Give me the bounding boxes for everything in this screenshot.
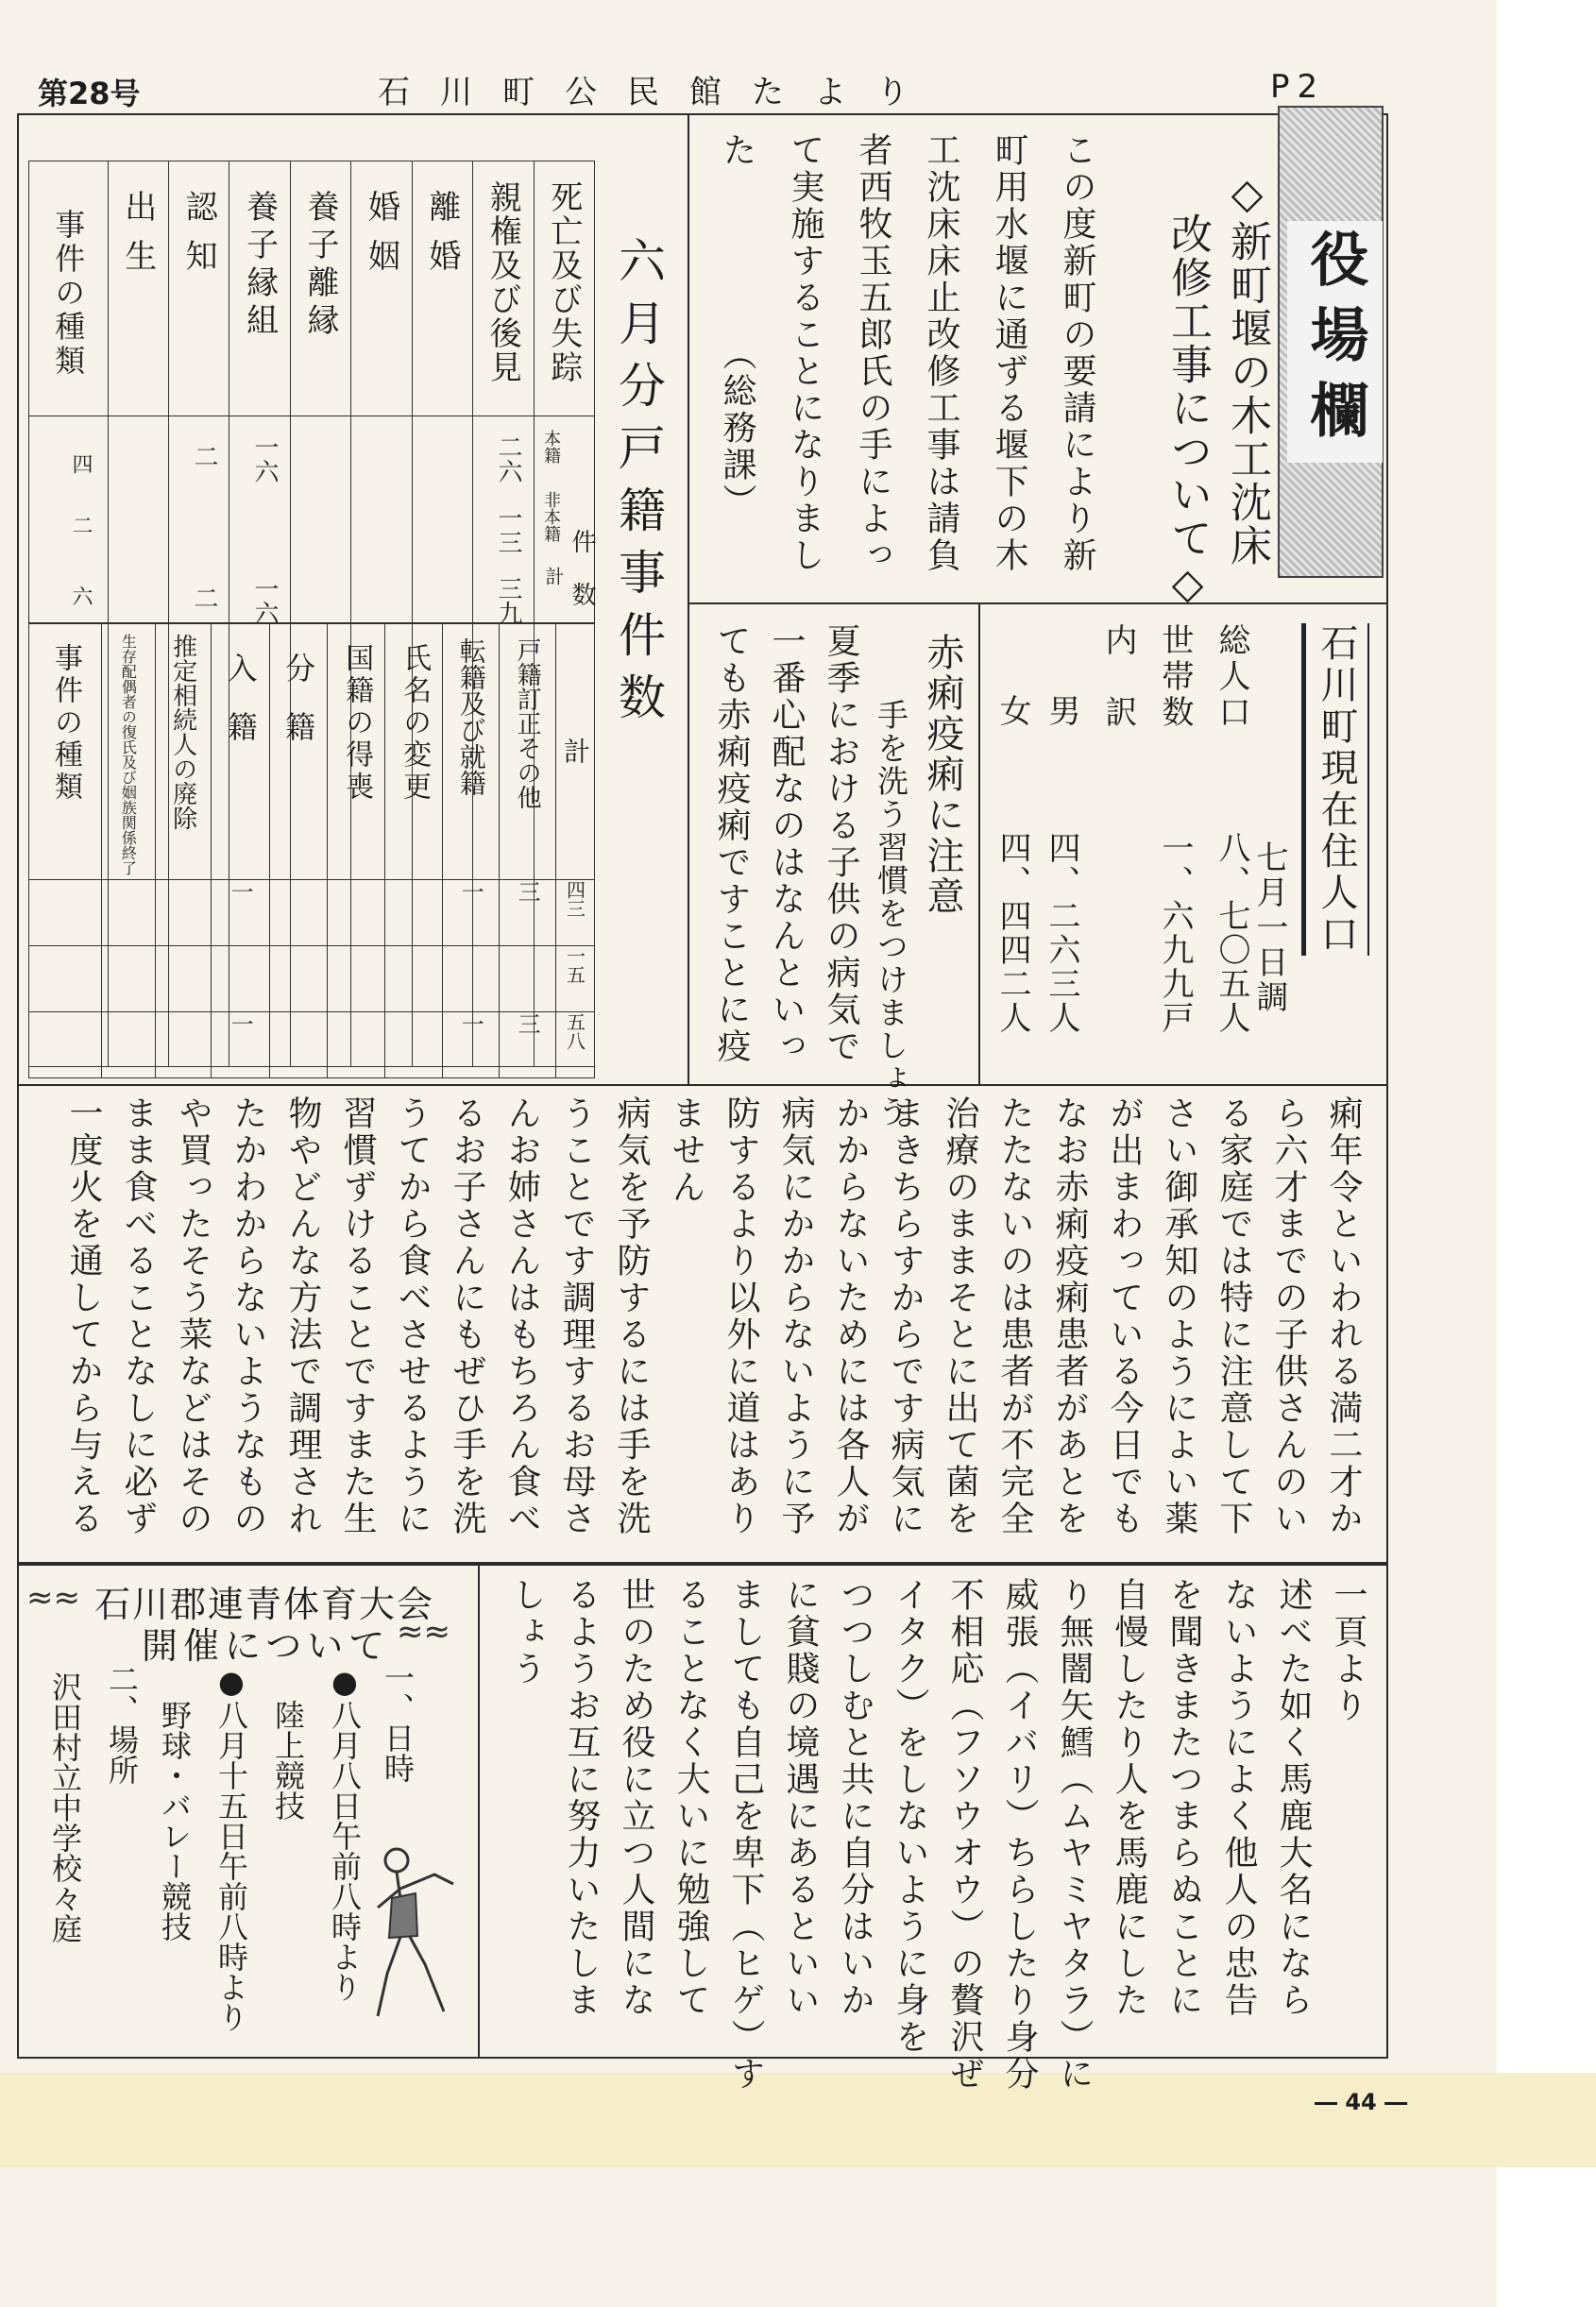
birth-honseki: 二六 bbox=[494, 434, 522, 483]
article-line-15: るようお互に努力いたしま bbox=[562, 1577, 601, 2019]
page-number: ― 44 ― bbox=[1315, 2089, 1408, 2115]
right-row-total: 計 bbox=[555, 624, 594, 880]
cont-line-16: んお姉さんはもちろん食べ bbox=[502, 1095, 541, 1537]
article-line-7: 威張（イバリ）ちらしたり身分 bbox=[1000, 1577, 1039, 2093]
article-line-4: を聞きまたつまらぬことに bbox=[1164, 1577, 1203, 2019]
newsletter-title: 石川町公民館たより bbox=[378, 74, 939, 111]
population-title: 石川町現在住人口 bbox=[1301, 623, 1369, 956]
runner-illustration bbox=[359, 1832, 463, 2030]
page-header bbox=[38, 64, 1341, 111]
article-line-11: に貧賤の境遇にあるといい bbox=[781, 1577, 820, 2019]
cont-line-13: ません bbox=[667, 1095, 705, 1206]
divorce-honseki: 二 bbox=[190, 444, 218, 468]
death-honseki: 四 bbox=[69, 453, 93, 474]
right-row-2: 推定相続人の廃除 bbox=[155, 624, 212, 880]
sports-line-5: 野球・バレー競技 bbox=[157, 1700, 193, 1942]
sports-line-4: ●八月十五日午前八時より bbox=[213, 1664, 249, 2032]
death-hihonseki: 二 bbox=[69, 515, 93, 535]
sports-line-2: ●八月八日午前八時より bbox=[327, 1664, 363, 2002]
left-row-3: 養子縁組 bbox=[229, 161, 290, 1067]
sports-line-6: 二、場所 bbox=[104, 1664, 140, 1785]
article-line-12: ましても自己を卑下（ヒゲ）す bbox=[726, 1577, 765, 2093]
left-row-6: 離婚 bbox=[412, 161, 472, 1067]
yakuba-line-3: 工沈床床止改修工事は請負 bbox=[922, 132, 960, 574]
yakuba-line-1: この度新町の要請により新 bbox=[1058, 132, 1096, 574]
cont-line-8: 治療のままそとに出て菌を bbox=[941, 1095, 979, 1537]
wave-ornament-left: ≈≈ bbox=[26, 1579, 80, 1617]
cont-line-9: まきちらすからです病気に bbox=[886, 1095, 925, 1537]
yakuba-article-title-2: 改修工事について◇ bbox=[1163, 212, 1212, 610]
population-total-label: 総人口 bbox=[1213, 623, 1250, 731]
right-row-8: 戸籍訂正その他 bbox=[500, 624, 556, 880]
cont-line-10: かからないためには各人が bbox=[831, 1095, 870, 1537]
article-line-10: つつしむと共に自分はいか bbox=[836, 1577, 874, 2019]
right-row-6: 氏名の変更 bbox=[385, 624, 443, 880]
dysentery-line-3: ても赤痢疫痢ですことに疫 bbox=[712, 623, 751, 1065]
left-row-1: 出生 bbox=[108, 161, 168, 1067]
yakuba-line-4: 者西牧玉五郎氏の手によっ bbox=[854, 132, 892, 574]
population-date: 七月一日調 bbox=[1250, 840, 1288, 1015]
honseki-header: 本籍 bbox=[541, 430, 561, 464]
cont-line-12: 防するより以外に道はあり bbox=[722, 1095, 760, 1537]
dysentery-title-1: 赤痢疫痢に注意 bbox=[921, 633, 964, 917]
cont-line-23: まま食べることなしに必ず bbox=[119, 1095, 158, 1537]
right-row-5: 国籍の得喪 bbox=[328, 624, 385, 880]
male-value: 四、二六三人 bbox=[1043, 831, 1080, 1035]
sports-line-1: 一、日時 bbox=[380, 1662, 416, 1783]
right-row-1: 生存配偶者の復氏及び姻族関係終了 bbox=[102, 624, 156, 880]
left-row-7: 親権及び後見 bbox=[473, 161, 534, 1067]
cont-line-14: 病気を予防するには手を洗 bbox=[612, 1095, 651, 1537]
female-label: 女 bbox=[993, 694, 1031, 726]
article-line-3: ないようによく他人の忠告 bbox=[1219, 1577, 1258, 2019]
cont-line-6: なお赤痢疫痢患者があとを bbox=[1050, 1095, 1089, 1537]
koseki-title: 六月分戸籍事件数 bbox=[611, 236, 666, 735]
cont-line-21: たかわからないようなもの bbox=[229, 1095, 267, 1537]
right-row-7: 転籍及び就籍 bbox=[443, 624, 500, 880]
cont-line-3: る家庭では特に注意して下 bbox=[1214, 1095, 1253, 1537]
cont-line-4: さい御承知のようによい薬 bbox=[1160, 1095, 1198, 1537]
left-row-5: 婚姻 bbox=[351, 161, 412, 1067]
male-label: 男 bbox=[1043, 694, 1080, 726]
population-total-value: 八、七〇五人 bbox=[1213, 831, 1250, 1035]
cont-line-7: たたないのは患者が不完全 bbox=[995, 1095, 1034, 1537]
cont-line-15: うことです調理するお母さ bbox=[557, 1095, 596, 1537]
cont-line-24: 一度火を通してから与える bbox=[64, 1095, 103, 1537]
birth-total: 三九 bbox=[494, 576, 522, 625]
sports-line-3: 陸上競技 bbox=[270, 1700, 306, 1821]
dysentery-line-1: 夏季における子供の病気で bbox=[822, 623, 860, 1065]
article-line-14: 世のため役に立つ人間にな bbox=[617, 1577, 655, 2019]
article-line-5: 自慢したり人を馬鹿にした bbox=[1110, 1577, 1148, 2019]
left-row-2: 認知 bbox=[168, 161, 229, 1067]
yakuba-line-5: て実施することになりまし bbox=[786, 132, 824, 574]
yakuba-article-title-1: ◇新町堰の木工沈床 bbox=[1223, 170, 1271, 568]
divorce-total: 二 bbox=[190, 585, 218, 610]
koseki-left-type-header: 事件の種類 bbox=[29, 161, 109, 1067]
dysentery-title-2: 手を洗う習慣をつけましょう bbox=[873, 699, 909, 1128]
sports-line-7: 沢田村立中学校々庭 bbox=[47, 1671, 83, 1943]
article-line-6: り無闇矢鱈（ムヤミヤタラ）に bbox=[1055, 1577, 1094, 2093]
death-total: 六 bbox=[69, 585, 93, 606]
cont-line-20: 物やどんな方法で調理され bbox=[283, 1095, 322, 1537]
left-row-4: 養子離縁 bbox=[290, 161, 350, 1067]
article-line-2: 述べた如く馬鹿大名になら bbox=[1274, 1577, 1313, 2019]
sports-title-2: 開催について bbox=[142, 1625, 391, 1667]
households-value: 一、六九九戸 bbox=[1156, 831, 1194, 1035]
article-line-9: イタク）をしないように身を bbox=[891, 1577, 929, 2056]
article-line-13: ることなく大いに勉強して bbox=[671, 1577, 710, 2019]
wave-ornament-right: ≈≈ bbox=[397, 1613, 450, 1651]
article-line-1: 一頁より bbox=[1329, 1577, 1367, 1724]
right-row-4: 分籍 bbox=[269, 624, 327, 880]
birth-hihonseki: 一三 bbox=[494, 505, 522, 554]
cont-line-5: が出まわっている今日でも bbox=[1105, 1095, 1144, 1537]
count-header: 件数 bbox=[568, 529, 596, 635]
hihonseki-header: 非本籍 bbox=[541, 491, 561, 542]
cont-line-2: ら六才までの子供さんのい bbox=[1269, 1095, 1308, 1537]
scan-margin-band bbox=[0, 2073, 1596, 2167]
total-header: 計 bbox=[542, 567, 565, 585]
article-line-8: 不相応（フソウオウ）の贅沢ぜ bbox=[945, 1577, 984, 2093]
female-value: 四、四四二人 bbox=[993, 831, 1031, 1035]
cont-line-18: うてから食べさせるように bbox=[393, 1095, 432, 1537]
marriage-honseki: 一六 bbox=[250, 434, 279, 483]
page-label: P2 bbox=[1270, 68, 1326, 106]
article-line-16: しょう bbox=[507, 1577, 546, 1688]
sports-title-1: 石川郡連青体育大会 bbox=[94, 1584, 435, 1625]
left-row-8: 死亡及び失踪 bbox=[534, 161, 595, 1067]
cont-line-1: 痢年令といわれる満二才か bbox=[1324, 1095, 1363, 1537]
breakdown-label: 内 訳 bbox=[1099, 623, 1137, 731]
cont-line-22: や買ったそう菜などはその bbox=[174, 1095, 212, 1537]
cont-line-17: るお子さんにもぜひ手を洗 bbox=[448, 1095, 486, 1537]
yakuba-article-body bbox=[699, 132, 1105, 595]
cont-line-19: 習慣ずけることですまた生 bbox=[338, 1095, 377, 1537]
continued-article bbox=[486, 1577, 1384, 2093]
right-row-3: 入籍 bbox=[212, 624, 269, 880]
yakuba-heading: 役場欄 bbox=[1287, 221, 1383, 463]
cont-line-11: 病気にかからないように予 bbox=[776, 1095, 815, 1537]
yakuba-line-6: た （総務課） bbox=[718, 132, 756, 520]
koseki-right-type-header: 事件の種類 bbox=[29, 624, 102, 880]
households-label: 世帯数 bbox=[1156, 623, 1194, 731]
dysentery-line-2: 一番心配なのはなんといっ bbox=[767, 623, 806, 1065]
dysentery-continued bbox=[28, 1095, 1379, 1558]
marriage-total: 一六 bbox=[250, 576, 279, 625]
issue-number: 第28号 bbox=[38, 76, 141, 111]
yakuba-line-2: 町用水堰に通ずる堰下の木 bbox=[990, 132, 1028, 574]
koseki-table-2: 事件の種類 生存配偶者の復氏及び姻族関係終了 推定相続人の廃除 入籍 分籍 国籍の得喪 氏名の変更 転籍及び就籍 戸籍訂正その他 計 一 一 三 四三 一五 一 一 三 五八 bbox=[28, 623, 595, 1078]
